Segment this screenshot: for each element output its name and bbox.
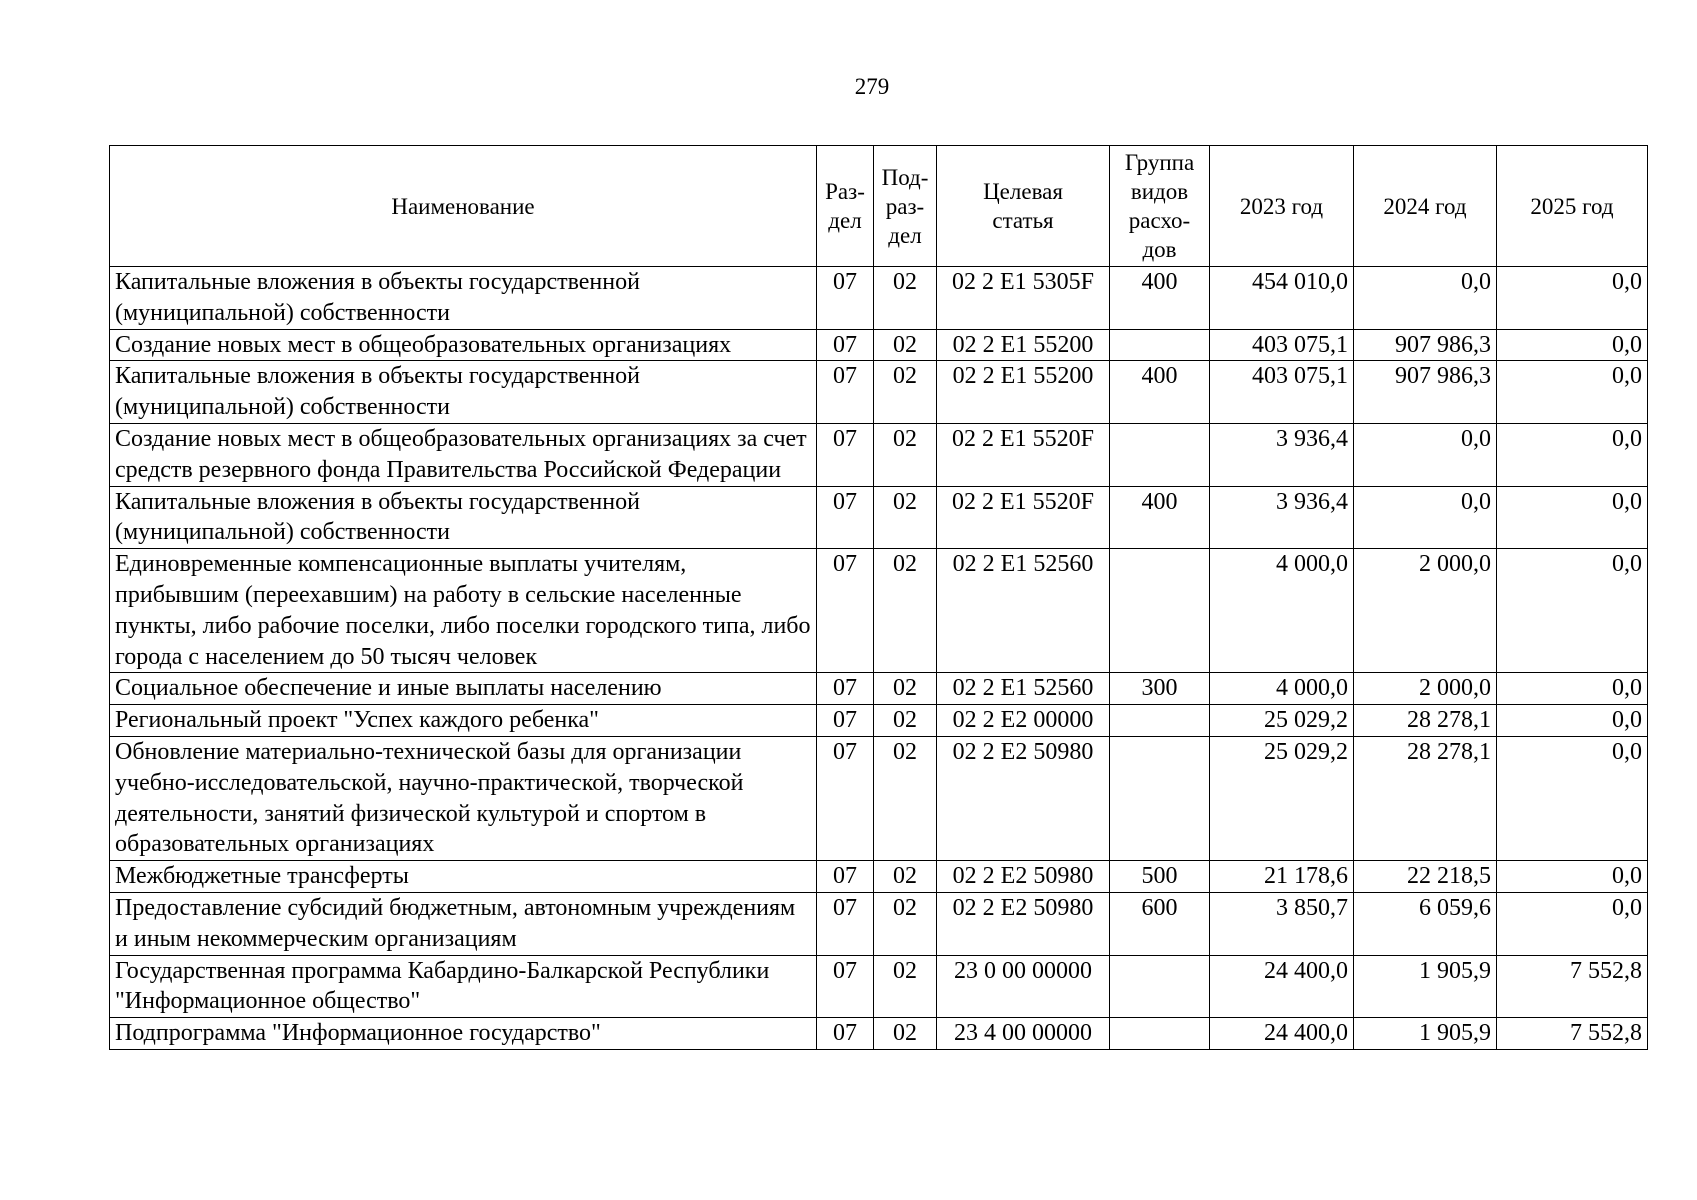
cell-2025: 0,0 [1497,486,1648,549]
cell-name: Региональный проект "Успех каждого ребенка" [110,705,817,737]
cell-podrazdel: 02 [874,361,937,424]
cell-podrazdel: 02 [874,329,937,361]
cell-2024: 907 986,3 [1354,329,1497,361]
cell-2024: 28 278,1 [1354,705,1497,737]
cell-group: 400 [1110,361,1210,424]
cell-group: 600 [1110,892,1210,955]
cell-name: Социальное обеспечение и иные выплаты населению [110,673,817,705]
cell-podrazdel: 02 [874,861,937,893]
cell-2023: 3 936,4 [1210,423,1354,486]
cell-2024: 0,0 [1354,267,1497,330]
cell-razdel: 07 [817,955,874,1018]
cell-group [1110,955,1210,1018]
cell-target: 02 2 E2 50980 [937,892,1110,955]
cell-name: Государственная программа Кабардино-Балкарской Республики "Информационное общество" [110,955,817,1018]
cell-target: 02 2 E1 52560 [937,549,1110,673]
budget-table [109,145,1648,1050]
table-row [110,892,1648,955]
cell-target: 02 2 E2 50980 [937,861,1110,893]
header-razdel: Раз- дел [817,146,874,267]
header-row [110,146,1648,267]
cell-group [1110,549,1210,673]
cell-target: 02 2 E1 55200 [937,329,1110,361]
cell-name: Создание новых мест в общеобразовательных организациях за счет средств резервного фонда Правительства Российской Федерации [110,423,817,486]
cell-target: 23 0 00 00000 [937,955,1110,1018]
table-row [110,736,1648,860]
cell-podrazdel: 02 [874,955,937,1018]
header-group: Группа видов расхо- дов [1110,146,1210,267]
cell-podrazdel: 02 [874,892,937,955]
header-2025: 2025 год [1497,146,1648,267]
header-2024: 2024 год [1354,146,1497,267]
header-2023: 2023 год [1210,146,1354,267]
header-target: Целевая статья [937,146,1110,267]
cell-group: 300 [1110,673,1210,705]
cell-2024: 2 000,0 [1354,549,1497,673]
cell-2024: 6 059,6 [1354,892,1497,955]
cell-2023: 454 010,0 [1210,267,1354,330]
cell-group [1110,736,1210,860]
cell-name: Создание новых мест в общеобразовательных организациях [110,329,817,361]
cell-name: Капитальные вложения в объекты государственной (муниципальной) собственности [110,267,817,330]
table-row [110,423,1648,486]
cell-target: 02 2 E1 52560 [937,673,1110,705]
page-number: 279 [854,74,890,99]
table-body [110,267,1648,1050]
cell-2024: 1 905,9 [1354,1018,1497,1050]
cell-2024: 28 278,1 [1354,736,1497,860]
cell-razdel: 07 [817,361,874,424]
cell-podrazdel: 02 [874,1018,937,1050]
cell-2024: 22 218,5 [1354,861,1497,893]
cell-razdel: 07 [817,736,874,860]
cell-2023: 25 029,2 [1210,705,1354,737]
table-row [110,329,1648,361]
cell-2025: 0,0 [1497,549,1648,673]
cell-2023: 21 178,6 [1210,861,1354,893]
table-row [110,1018,1648,1050]
cell-2025: 0,0 [1497,267,1648,330]
cell-podrazdel: 02 [874,486,937,549]
table-row [110,705,1648,737]
header-podrazdel: Под- раз- дел [874,146,937,267]
cell-razdel: 07 [817,486,874,549]
cell-2024: 1 905,9 [1354,955,1497,1018]
table-row [110,267,1648,330]
cell-name: Единовременные компенсационные выплаты учителям, прибывшим (переехавшим) на работу в сельские населенные пункты, либо рабочие поселки, либо поселки городского типа, либо города с населением до 50 тысяч человек [110,549,817,673]
cell-group [1110,1018,1210,1050]
cell-podrazdel: 02 [874,673,937,705]
cell-target: 02 2 E2 50980 [937,736,1110,860]
table-row [110,361,1648,424]
cell-podrazdel: 02 [874,736,937,860]
cell-target: 02 2 E1 5305F [937,267,1110,330]
cell-2024: 907 986,3 [1354,361,1497,424]
cell-2025: 0,0 [1497,361,1648,424]
cell-name: Межбюджетные трансферты [110,861,817,893]
cell-razdel: 07 [817,1018,874,1050]
cell-name: Подпрограмма "Информационное государство" [110,1018,817,1050]
cell-2023: 3 850,7 [1210,892,1354,955]
cell-group: 400 [1110,267,1210,330]
cell-2025: 0,0 [1497,861,1648,893]
cell-target: 02 2 E1 5520F [937,423,1110,486]
table-row [110,861,1648,893]
cell-2023: 403 075,1 [1210,361,1354,424]
cell-2024: 2 000,0 [1354,673,1497,705]
cell-group [1110,329,1210,361]
cell-group: 400 [1110,486,1210,549]
cell-target: 23 4 00 00000 [937,1018,1110,1050]
cell-2024: 0,0 [1354,423,1497,486]
cell-razdel: 07 [817,861,874,893]
cell-group: 500 [1110,861,1210,893]
cell-razdel: 07 [817,423,874,486]
table-row [110,486,1648,549]
cell-target: 02 2 E1 5520F [937,486,1110,549]
cell-2025: 7 552,8 [1497,1018,1648,1050]
cell-2025: 7 552,8 [1497,955,1648,1018]
cell-2025: 0,0 [1497,673,1648,705]
cell-2023: 4 000,0 [1210,673,1354,705]
cell-2025: 0,0 [1497,892,1648,955]
cell-group [1110,705,1210,737]
header-name: Наименование [110,146,817,267]
cell-podrazdel: 02 [874,705,937,737]
cell-name: Предоставление субсидий бюджетным, автономным учреждениям и иным некоммерческим организациям [110,892,817,955]
cell-razdel: 07 [817,892,874,955]
cell-2023: 24 400,0 [1210,1018,1354,1050]
cell-name: Обновление материально-технической базы для организации учебно-исследовательской, научно-практической, творческой деятельности, занятий физической культурой и спортом в образовательных организациях [110,736,817,860]
cell-2024: 0,0 [1354,486,1497,549]
cell-2023: 3 936,4 [1210,486,1354,549]
table-row [110,955,1648,1018]
cell-target: 02 2 E1 55200 [937,361,1110,424]
cell-2025: 0,0 [1497,705,1648,737]
table-row [110,549,1648,673]
table-row [110,673,1648,705]
cell-razdel: 07 [817,549,874,673]
cell-razdel: 07 [817,673,874,705]
cell-podrazdel: 02 [874,267,937,330]
cell-2025: 0,0 [1497,423,1648,486]
cell-2023: 403 075,1 [1210,329,1354,361]
cell-target: 02 2 E2 00000 [937,705,1110,737]
cell-2023: 4 000,0 [1210,549,1354,673]
cell-name: Капитальные вложения в объекты государственной (муниципальной) собственности [110,486,817,549]
cell-2023: 24 400,0 [1210,955,1354,1018]
cell-2025: 0,0 [1497,329,1648,361]
cell-razdel: 07 [817,329,874,361]
cell-2025: 0,0 [1497,736,1648,860]
cell-2023: 25 029,2 [1210,736,1354,860]
cell-podrazdel: 02 [874,423,937,486]
cell-group [1110,423,1210,486]
cell-razdel: 07 [817,267,874,330]
cell-razdel: 07 [817,705,874,737]
table-header [110,146,1648,267]
cell-name: Капитальные вложения в объекты государственной (муниципальной) собственности [110,361,817,424]
cell-podrazdel: 02 [874,549,937,673]
